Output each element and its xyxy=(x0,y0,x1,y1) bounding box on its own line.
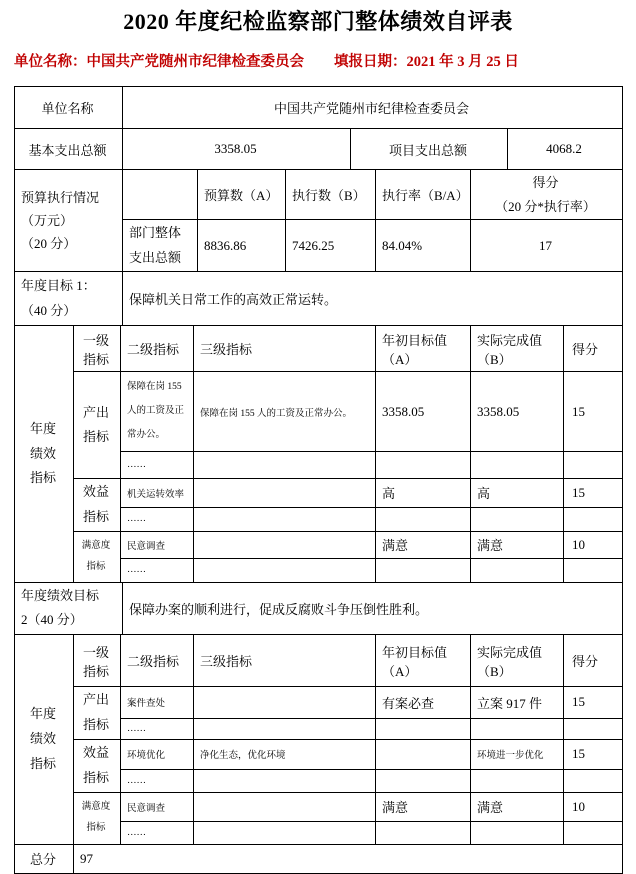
col-header-score: 得分 xyxy=(564,326,623,372)
group-name-line: 产出 xyxy=(82,692,109,708)
table-row xyxy=(15,272,623,326)
group-name-benefit xyxy=(74,739,121,792)
indicator-row xyxy=(15,372,623,452)
cell-empty xyxy=(471,821,564,844)
cell-empty xyxy=(564,821,623,844)
actual-header-line: 实际完成值 xyxy=(477,332,543,348)
cell-empty xyxy=(564,452,623,479)
goal1-banner-table xyxy=(14,271,623,326)
group-name-satisfaction xyxy=(74,792,121,844)
cell-target: 满意 xyxy=(376,792,471,821)
unit-info-table xyxy=(14,86,623,129)
page-title: 2020 年度纪检监察部门整体绩效自评表 xyxy=(123,9,513,34)
cell-unit-name-value: 中国共产党随州市纪律检查委员会 xyxy=(123,87,623,129)
group-name-line: 效益 xyxy=(82,744,109,760)
side-label-line: 年度 xyxy=(29,421,56,437)
indicator-row xyxy=(15,479,623,507)
dept-total-line: 支出总额 xyxy=(129,249,182,265)
cell-empty xyxy=(471,558,564,582)
col-header-rate: 执行率（B/A） xyxy=(376,170,471,220)
table-row xyxy=(15,582,623,634)
cell-actual: 环境进一步优化 xyxy=(471,739,564,769)
expense-totals-table xyxy=(14,128,623,170)
target-header-line: 年初目标值 xyxy=(382,332,448,348)
ellipsis-cell: …… xyxy=(121,718,194,739)
cell-empty xyxy=(194,718,376,739)
cell-empty xyxy=(471,769,564,792)
level1-header-line: 指标 xyxy=(82,351,109,367)
goal1-text: 保障机关日常工作的高效正常运转。 xyxy=(123,272,623,326)
group-name-line: 产出 xyxy=(82,404,109,420)
goal2-text: 保障办案的顺利进行，促成反腐败斗争压倒性胜利。 xyxy=(123,582,623,634)
cell-actual: 3358.05 xyxy=(471,372,564,452)
actual-header-line: （B） xyxy=(477,663,512,679)
group-name-line: 满意度 xyxy=(81,540,111,551)
cell-level2: 保障在岗 155 人的工资及正常办公。 xyxy=(121,372,194,452)
unit-name-label: 单位名称： xyxy=(14,54,87,70)
total-value: 97 xyxy=(74,844,623,873)
group-name-line: 指标 xyxy=(82,509,109,525)
indicator-row xyxy=(15,792,623,821)
side-label-line: 绩效 xyxy=(29,730,56,746)
side-label-line: 年度 xyxy=(29,706,56,722)
cell-basic-expense-value: 3358.05 xyxy=(123,129,351,170)
table-row xyxy=(15,129,623,170)
cell-empty xyxy=(376,558,471,582)
col-header-level2: 二级指标 xyxy=(121,326,194,372)
indicator-row xyxy=(15,687,623,718)
cell-unit-name-label: 单位名称 xyxy=(15,87,123,129)
group-name-line: 指标 xyxy=(82,769,109,785)
col-header-target xyxy=(376,326,471,372)
group-name-benefit xyxy=(74,479,121,531)
cell-empty xyxy=(123,170,198,220)
cell-target: 有案必查 xyxy=(376,687,471,718)
cell-actual: 满意 xyxy=(471,531,564,558)
cell-empty xyxy=(376,769,471,792)
cell-level3: 保障在岗 155 人的工资及正常办公。 xyxy=(194,372,376,452)
col-header-level1 xyxy=(74,326,121,372)
group-name-line: 指标 xyxy=(86,823,106,833)
side-label-annual-indicators xyxy=(15,326,74,582)
goal-label-line: 2（40 分） xyxy=(21,612,83,628)
cell-level2: 案件查处 xyxy=(121,687,194,718)
cell-empty xyxy=(564,718,623,739)
cell-level3 xyxy=(194,687,376,718)
cell-score: 15 xyxy=(564,479,623,507)
group-name-satisfaction xyxy=(74,531,121,582)
cell-empty xyxy=(376,452,471,479)
section1-indicators-table xyxy=(14,325,623,582)
group-name-line: 指标 xyxy=(86,561,106,572)
cell-level3 xyxy=(194,531,376,558)
group-name-line: 满意度 xyxy=(81,802,111,813)
col-header-level3: 三级指标 xyxy=(194,326,376,372)
target-header-line: （A） xyxy=(382,663,418,679)
cell-level2: 环境优化 xyxy=(121,739,194,769)
cell-empty xyxy=(471,718,564,739)
budget-label-line: （20 分） xyxy=(21,236,77,252)
cell-actual: 高 xyxy=(471,479,564,507)
group-name-output xyxy=(74,687,121,739)
cell-actual: 立案 917 件 xyxy=(471,687,564,718)
indicator-header-row xyxy=(15,635,623,687)
ellipsis-cell: …… xyxy=(121,558,194,582)
actual-header-line: 实际完成值 xyxy=(477,644,543,660)
table-row xyxy=(15,87,623,129)
cell-level2: 民意调查 xyxy=(121,792,194,821)
col-header-level2: 二级指标 xyxy=(121,635,194,687)
cell-target xyxy=(376,739,471,769)
col-header-actual xyxy=(471,326,564,372)
cell-empty xyxy=(376,507,471,531)
group-name-output xyxy=(74,372,121,479)
group-name-line: 指标 xyxy=(82,716,109,732)
group-name-line: 效益 xyxy=(82,484,109,500)
cell-score: 10 xyxy=(564,531,623,558)
cell-score: 10 xyxy=(564,792,623,821)
budget-label-line: 预算执行情况 xyxy=(21,189,100,205)
cell-executed-value: 7426.25 xyxy=(286,220,376,272)
cell-level2: 机关运转效率 xyxy=(121,479,194,507)
ellipsis-cell: …… xyxy=(121,507,194,531)
cell-empty xyxy=(376,821,471,844)
cell-score: 15 xyxy=(564,739,623,769)
col-header-level1 xyxy=(74,635,121,687)
cell-empty xyxy=(194,452,376,479)
target-header-line: （A） xyxy=(382,351,418,367)
ellipsis-cell: …… xyxy=(121,769,194,792)
side-label-line: 绩效 xyxy=(29,445,56,461)
cell-actual: 满意 xyxy=(471,792,564,821)
indicator-row xyxy=(15,531,623,558)
budget-execution-table xyxy=(14,169,623,272)
unit-name-value: 中国共产党随州市纪律检查委员会 xyxy=(86,54,304,70)
goal2-banner-table xyxy=(14,582,623,635)
side-label-annual-indicators xyxy=(15,635,74,844)
cell-target: 满意 xyxy=(376,531,471,558)
cell-score: 15 xyxy=(564,372,623,452)
cell-empty xyxy=(564,558,623,582)
cell-target: 高 xyxy=(376,479,471,507)
budget-label-line: （万元） xyxy=(21,212,74,228)
form-meta-line xyxy=(14,50,636,71)
cell-level2: 民意调查 xyxy=(121,531,194,558)
cell-empty xyxy=(194,507,376,531)
score-header-line: （20 分*执行率） xyxy=(495,198,596,214)
cell-score: 15 xyxy=(564,687,623,718)
cell-level3 xyxy=(194,792,376,821)
cell-level3: 净化生态，优化环境 xyxy=(194,739,376,769)
dept-total-line: 部门整体 xyxy=(129,225,182,240)
ellipsis-cell: …… xyxy=(121,452,194,479)
ellipsis-cell: …… xyxy=(121,821,194,844)
cell-project-expense-label: 项目支出总额 xyxy=(351,129,508,170)
goal-label-line: 年度目标 1： xyxy=(21,278,96,294)
cell-budget-score-value: 17 xyxy=(471,220,623,272)
cell-empty xyxy=(471,507,564,531)
goal1-label xyxy=(15,272,123,326)
report-date-value: 2021 年 3 月 25 日 xyxy=(406,54,519,70)
cell-project-expense-value: 4068.2 xyxy=(508,129,623,170)
cell-empty xyxy=(194,769,376,792)
cell-empty xyxy=(194,558,376,582)
cell-empty xyxy=(564,769,623,792)
cell-empty xyxy=(471,452,564,479)
level1-header-line: 一级 xyxy=(82,332,109,348)
cell-basic-expense-label: 基本支出总额 xyxy=(15,129,123,170)
level1-header-line: 指标 xyxy=(82,663,109,679)
cell-rate-value: 84.04% xyxy=(376,220,471,272)
cell-empty xyxy=(564,507,623,531)
cell-empty xyxy=(194,821,376,844)
cell-dept-total-label xyxy=(123,220,198,272)
indicator-row xyxy=(15,739,623,769)
col-header-target xyxy=(376,635,471,687)
col-header-score: 得分 xyxy=(564,635,623,687)
side-label-line: 指标 xyxy=(29,470,56,486)
goal-label-line: 年度绩效目标 xyxy=(21,587,100,603)
section2-indicators-table xyxy=(14,634,623,844)
goal2-label xyxy=(15,582,123,634)
total-score-table xyxy=(14,844,623,874)
table-row xyxy=(15,844,623,873)
col-header-planned: 预算数（A） xyxy=(198,170,286,220)
report-date-label: 填报日期： xyxy=(334,54,407,70)
col-header-level3: 三级指标 xyxy=(194,635,376,687)
goal-label-line: （40 分） xyxy=(21,302,77,318)
indicator-header-row xyxy=(15,326,623,372)
col-header-executed: 执行数（B） xyxy=(286,170,376,220)
self-evaluation-table xyxy=(14,86,622,874)
level1-header-line: 一级 xyxy=(82,644,109,660)
actual-header-line: （B） xyxy=(477,351,512,367)
side-label-line: 指标 xyxy=(29,755,56,771)
target-header-line: 年初目标值 xyxy=(382,644,448,660)
cell-budget-execution-label xyxy=(15,170,123,272)
cell-empty xyxy=(376,718,471,739)
cell-target: 3358.05 xyxy=(376,372,471,452)
col-header-actual xyxy=(471,635,564,687)
cell-planned-value: 8836.86 xyxy=(198,220,286,272)
score-header-line: 得分 xyxy=(532,175,559,191)
cell-level3 xyxy=(194,479,376,507)
group-name-line: 指标 xyxy=(82,429,109,445)
total-label: 总分 xyxy=(15,844,74,873)
col-header-score xyxy=(471,170,623,220)
table-row xyxy=(15,170,623,220)
